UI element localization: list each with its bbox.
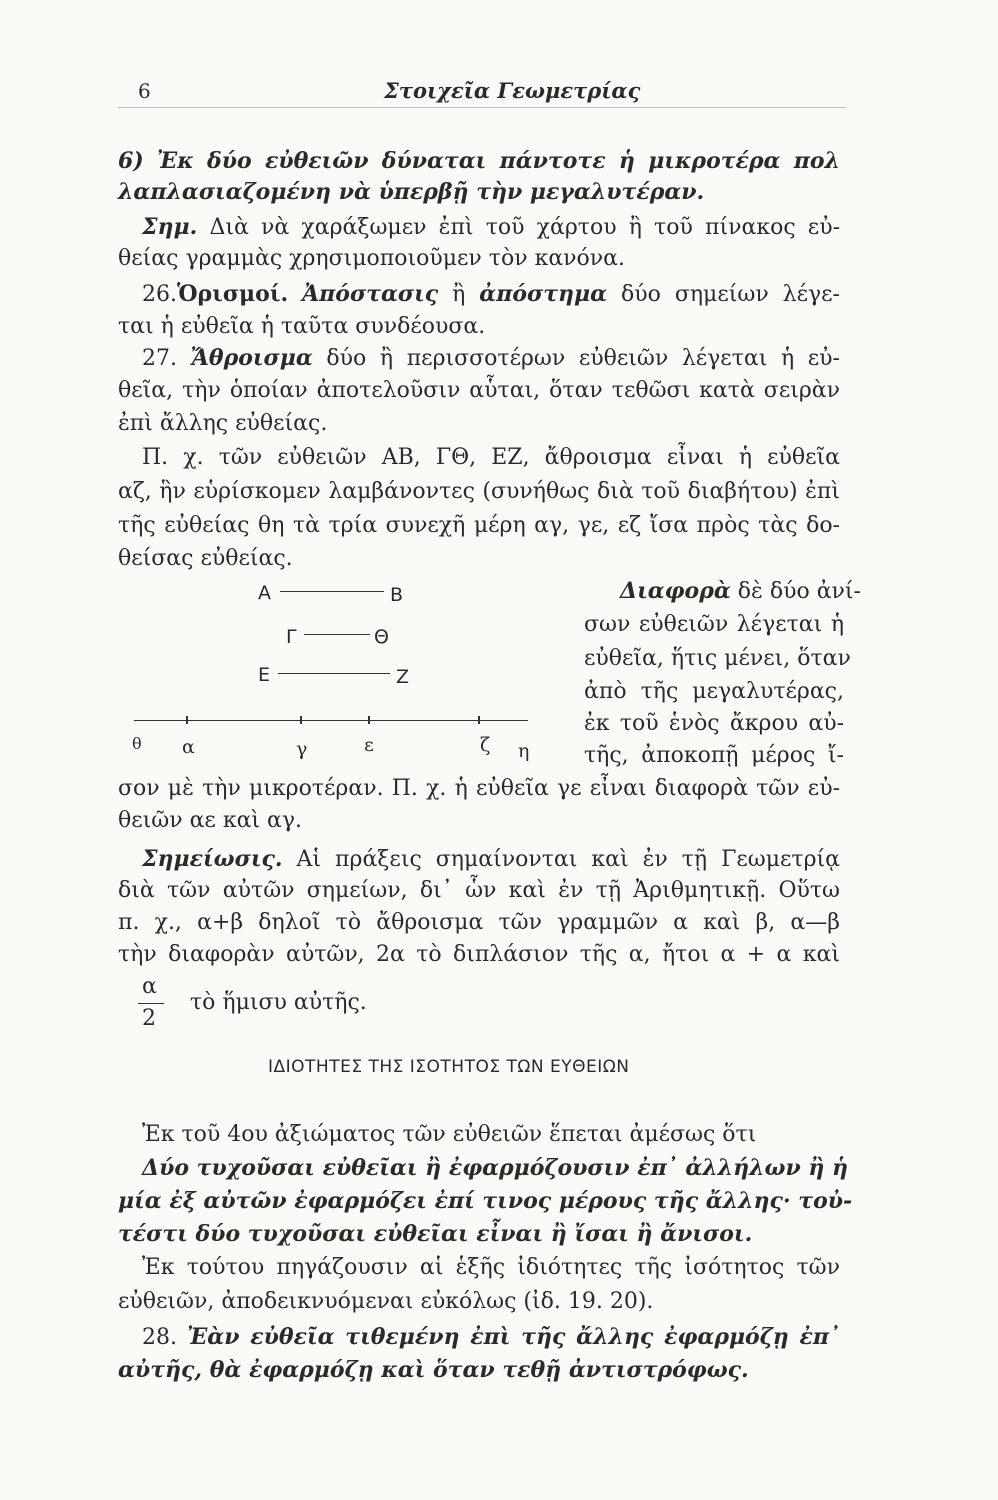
def-28-line-2: αὐτῆς, θὰ ἐφαρμόζῃ καὶ ὅταν τεθῇ ἀντιστρόφως. xyxy=(118,1357,749,1383)
example-line-4: θείσας εὐθείας. xyxy=(118,546,293,571)
diff-line-1 xyxy=(620,576,861,607)
axiom-line-3: τέστι δύο τυχοῦσαι εὐθεῖαι εἶναι ἢ ἴσαι ἢ ἄνισοι. xyxy=(118,1221,753,1247)
note-text: Διὰ νὰ χαράξωμεν ἐπὶ τοῦ χάρτου ἢ τοῦ πίνακος εὐ- xyxy=(209,215,841,240)
props-line-1: Ἐκ τοῦ 4ου ἀξιώματος τῶν εὐθειῶν ἕπεται ἀμέσως ὅτι xyxy=(142,1122,757,1147)
point-epsilon: ε xyxy=(364,734,374,756)
def-26-line-1 xyxy=(142,279,840,310)
diff-line-2: σων εὐθειῶν λέγεται ἡ xyxy=(584,612,844,637)
remark-line-4: τὴν διαφορὰν αὐτῶν, 2α τὸ διπλάσιον τῆς α, ἤτοι α + α καὶ xyxy=(118,942,840,967)
props-line-2: Ἐκ τούτου πηγάζουσιν αἱ ἑξῆς ἰδιότητες τῆς ἰσότητος τῶν xyxy=(142,1255,840,1280)
def-26-term-2: ἀπόστημα xyxy=(479,281,608,307)
def-28-number: 28. xyxy=(142,1325,177,1350)
example-line-2: αζ, ἣν εὑρίσκομεν λαμβάνοντες (συνήθως διὰ τοῦ διαβήτου) ἐπὶ xyxy=(118,479,840,504)
diff-line-1-rest: δὲ δύο ἀνί- xyxy=(737,579,861,604)
tick-gamma xyxy=(300,716,302,724)
sum-line-theta-eta xyxy=(134,720,528,721)
props-line-3: εὐθειῶν, ἀποδεικνυόμεναι εὐκόλως (ἰδ. 19. 20). xyxy=(118,1289,654,1314)
label-T: Θ xyxy=(374,626,389,648)
segment-EZ xyxy=(278,673,390,674)
point-gamma: γ xyxy=(296,738,308,760)
remark-line-3: π. χ., α+β δηλοῖ τὸ ἄθροισμα τῶν γραμμῶν α καὶ β, α—β xyxy=(118,910,840,935)
point-zeta: ζ xyxy=(480,734,491,756)
label-E: Ε xyxy=(258,664,271,686)
def-27-line-2: θεῖα, τὴν ὁποίαν ἀποτελοῦσιν αὗται, ὅταν τεθῶσι κατὰ σειρὰν xyxy=(118,378,840,403)
diff-line-8: θειῶν αε καὶ αγ. xyxy=(118,808,303,833)
running-title: Στοιχεῖα Γεωμετρίας xyxy=(384,78,641,103)
section-heading: ΙΔΙΟΤΗΤΕΣ ΤΗΣ ΙΣΟΤΗΤΟΣ ΤΩΝ ΕΥΘΕΙΩΝ xyxy=(268,1057,630,1077)
def-27-line-3: ἐπὶ ἄλλης εὐθείας. xyxy=(118,411,328,436)
note-line-2: θείας γραμμὰς χρησιμοποιοῦμεν τὸν κανόνα. xyxy=(118,246,626,271)
note-label: Σημ. xyxy=(142,214,198,240)
page-number: 6 xyxy=(138,79,151,103)
point-eta: η xyxy=(518,740,530,762)
def-28-text: Ἐὰν εὐθεῖα τιθεμένη ἐπὶ τῆς ἄλλης ἐφαρμόζῃ ἐπ᾿ xyxy=(187,1324,840,1350)
def-26-rest: δύο σημείων λέγε- xyxy=(621,282,840,307)
remark-line-5: τὸ ἥμισυ αὐτῆς. xyxy=(190,990,367,1015)
label-Z: Ζ xyxy=(396,666,410,688)
diff-line-7: σον μὲ τὴν μικροτέραν. Π. χ. ἡ εὐθεῖα γε εἶναι διαφορὰ τῶν εὐ- xyxy=(118,776,840,801)
point-theta: θ xyxy=(132,734,142,753)
def-27-term: Ἄθροισμα xyxy=(190,345,313,371)
label-B: Β xyxy=(390,584,404,606)
def-27-line-1 xyxy=(142,343,840,374)
axiom-line-2: μία ἐξ αὐτῶν ἐφαρμόζει ἐπί τινος μέρους τῆς ἄλλης· τοὐ- xyxy=(118,1188,853,1214)
note-line-1 xyxy=(142,212,840,243)
fraction-denominator: 2 xyxy=(142,1006,156,1031)
def-27-rest: δύο ἢ περισσοτέρων εὐθειῶν λέγεται ἡ εὐ- xyxy=(326,346,840,371)
label-G: Γ xyxy=(286,626,297,648)
diff-line-5: ἐκ τοῦ ἑνὸς ἄκρου αὐ- xyxy=(584,711,844,736)
item-6-line-1: 6) Ἐκ δύο εὐθειῶν δύναται πάντοτε ἡ μικροτέρα πολ xyxy=(118,148,840,174)
example-line-1: Π. χ. τῶν εὐθειῶν ΑΒ, ΓΘ, ΕΖ, ἄθροισμα εἶναι ἡ εὐθεῖα xyxy=(142,445,840,470)
remark-label: Σημείωσις. xyxy=(142,846,283,872)
label-A: Α xyxy=(258,582,271,604)
point-alpha: α xyxy=(182,736,195,758)
def-26-label: Ὁρισμοί. xyxy=(177,281,289,307)
example-line-3: τῆς εὐθείας θη τὰ τρία συνεχῆ μέρη αγ, γε, εζ ἴσα πρὸς τὰς δο- xyxy=(118,513,840,538)
diff-term: Διαφορὰ xyxy=(620,578,731,604)
fraction-numerator: α xyxy=(142,974,157,999)
diff-line-6: τῆς, ἀποκοπῇ μέρος ἴ- xyxy=(584,743,844,768)
def-27-number: 27. xyxy=(142,346,177,371)
def-26-number: 26. xyxy=(142,282,177,307)
diff-line-3: εὐθεῖα, ἥτις μένει, ὅταν xyxy=(584,646,851,671)
header-rule xyxy=(118,107,846,108)
def-26-mid: ἢ xyxy=(452,282,466,307)
def-26-term-1: Ἀπόστασις xyxy=(302,281,439,307)
def-28-line-1 xyxy=(142,1322,840,1353)
axiom-line-1: Δύο τυχοῦσαι εὐθεῖαι ἢ ἐφαρμόζουσιν ἐπ᾿ ἀλλήλων ἢ ἡ xyxy=(142,1155,849,1181)
remark-line-1 xyxy=(142,844,840,875)
tick-epsilon xyxy=(368,716,370,724)
item-6-line-2: λαπλασιαζομένη νὰ ὑπερβῇ τὴν μεγαλυτέραν. xyxy=(118,179,705,205)
diff-line-4: ἀπὸ τῆς μεγαλυτέρας, xyxy=(584,679,844,704)
remark-line-1-rest: Αἱ πράξεις σημαίνονται καὶ ἐν τῇ Γεωμετρίᾳ xyxy=(296,847,840,872)
remark-line-2: διὰ τῶν αὐτῶν σημείων, δι᾿ ὧν καὶ ἐν τῇ Ἀριθμητικῇ. Οὕτω xyxy=(118,878,840,903)
tick-alpha xyxy=(186,716,188,724)
segment-GT xyxy=(304,634,370,635)
tick-zeta xyxy=(478,716,480,724)
def-26-line-2: ται ἡ εὐθεῖα ἡ ταῦτα συνδέουσα. xyxy=(118,314,486,339)
segment-AB xyxy=(280,591,384,592)
